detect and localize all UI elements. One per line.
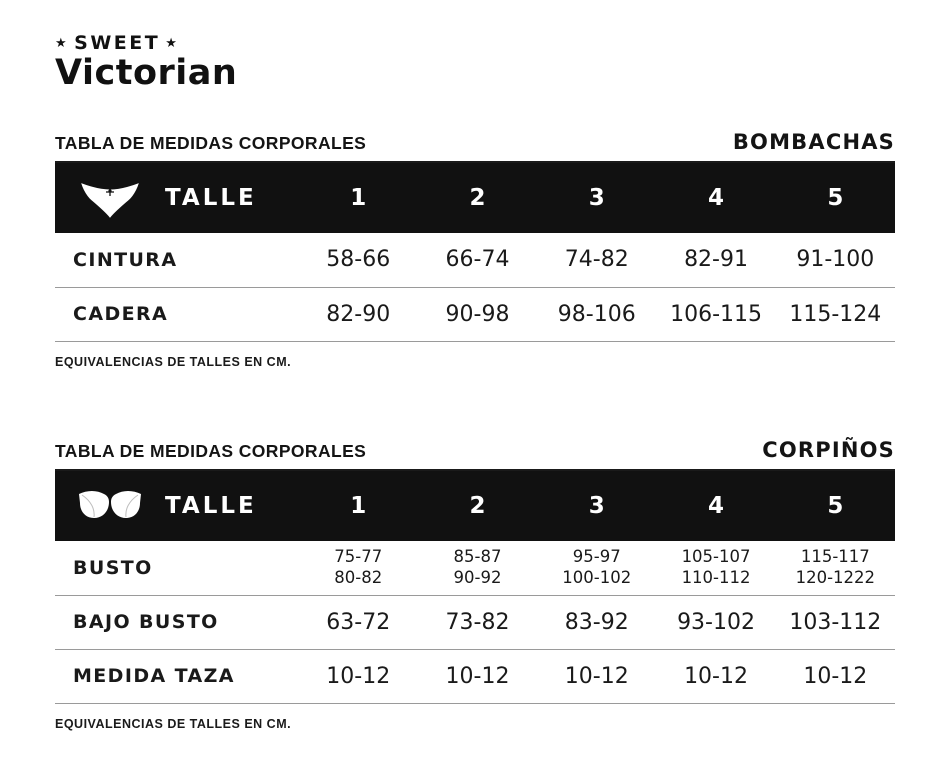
header-size-1: 1 [350,185,367,211]
section-title: TABLA DE MEDIDAS CORPORALES [55,133,367,153]
cell-cadera-1: 82-90 [299,287,418,341]
cell-busto-2: 85-87 90-92 [418,541,537,595]
equivalence-note: EQUIVALENCIAS DE TALLES EN CM. [55,354,292,369]
cell-cintura-5: 91-100 [776,233,895,287]
section-header [55,130,895,163]
row-label-medida-taza: MEDIDA TAZA [55,649,299,703]
corpinos-table [55,471,895,704]
cell-busto-3: 95-97 100-102 [537,541,656,595]
cell-cintura-4: 82-91 [656,233,775,287]
cell-busto-1: 75-77 80-82 [299,541,418,595]
table-row [55,595,895,649]
cell-medida-taza-5: 10-12 [776,649,895,703]
cell-cadera-2: 90-98 [418,287,537,341]
brand-logo [55,34,375,92]
section-bombachas [55,130,895,369]
header-size-1: 1 [350,493,367,519]
star-icon: ★ [55,36,70,51]
header-size-label: TALLE [165,493,257,519]
header-size-4: 4 [708,185,725,211]
cell-busto-4: 105-107 110-112 [656,541,775,595]
header-size-2: 2 [469,493,486,519]
table-row [55,287,895,341]
cell-medida-taza-2: 10-12 [418,649,537,703]
equivalence-note: EQUIVALENCIAS DE TALLES EN CM. [55,716,292,731]
cell-cadera-4: 106-115 [656,287,775,341]
header-size-cell [55,163,299,233]
header-size-3: 3 [588,493,605,519]
cell-medida-taza-4: 10-12 [656,649,775,703]
table-row [55,649,895,703]
cell-bajo-busto-2: 73-82 [418,595,537,649]
row-label-bajo-busto: BAJO BUSTO [55,595,299,649]
cell-cintura-2: 66-74 [418,233,537,287]
cell-bajo-busto-1: 63-72 [299,595,418,649]
brand-logo-top-line [55,34,375,53]
bra-icon [73,485,147,527]
table-row [55,541,895,595]
header-size-cell [55,471,299,541]
cell-bajo-busto-4: 93-102 [656,595,775,649]
section-header [55,438,895,471]
brand-name-upper: SWEET [74,32,161,54]
star-icon: ★ [165,36,180,51]
header-size-3: 3 [588,185,605,211]
section-category: BOMBACHAS [732,130,895,154]
bombachas-table [55,163,895,342]
row-label-cadera: CADERA [55,287,299,341]
header-size-4: 4 [708,493,725,519]
section-corpinos [55,438,895,731]
header-size-2: 2 [469,185,486,211]
cell-medida-taza-1: 10-12 [299,649,418,703]
row-label-cintura: CINTURA [55,233,299,287]
table-row [55,233,895,287]
section-title: TABLA DE MEDIDAS CORPORALES [55,441,367,461]
section-category: CORPIÑOS [762,438,895,462]
row-label-busto: BUSTO [55,541,299,595]
cell-medida-taza-3: 10-12 [537,649,656,703]
cell-cadera-3: 98-106 [537,287,656,341]
table-header-row [55,471,895,541]
cell-bajo-busto-3: 83-92 [537,595,656,649]
cell-cintura-3: 74-82 [537,233,656,287]
cell-busto-5: 115-117 120-1222 [776,541,895,595]
cell-cadera-5: 115-124 [776,287,895,341]
cell-cintura-1: 58-66 [299,233,418,287]
cell-bajo-busto-5: 103-112 [776,595,895,649]
header-size-5: 5 [827,493,844,519]
header-size-5: 5 [827,185,844,211]
panty-icon [73,178,147,218]
table-header-row [55,163,895,233]
brand-name-main: Victorian [55,53,238,93]
header-size-label: TALLE [165,185,257,211]
